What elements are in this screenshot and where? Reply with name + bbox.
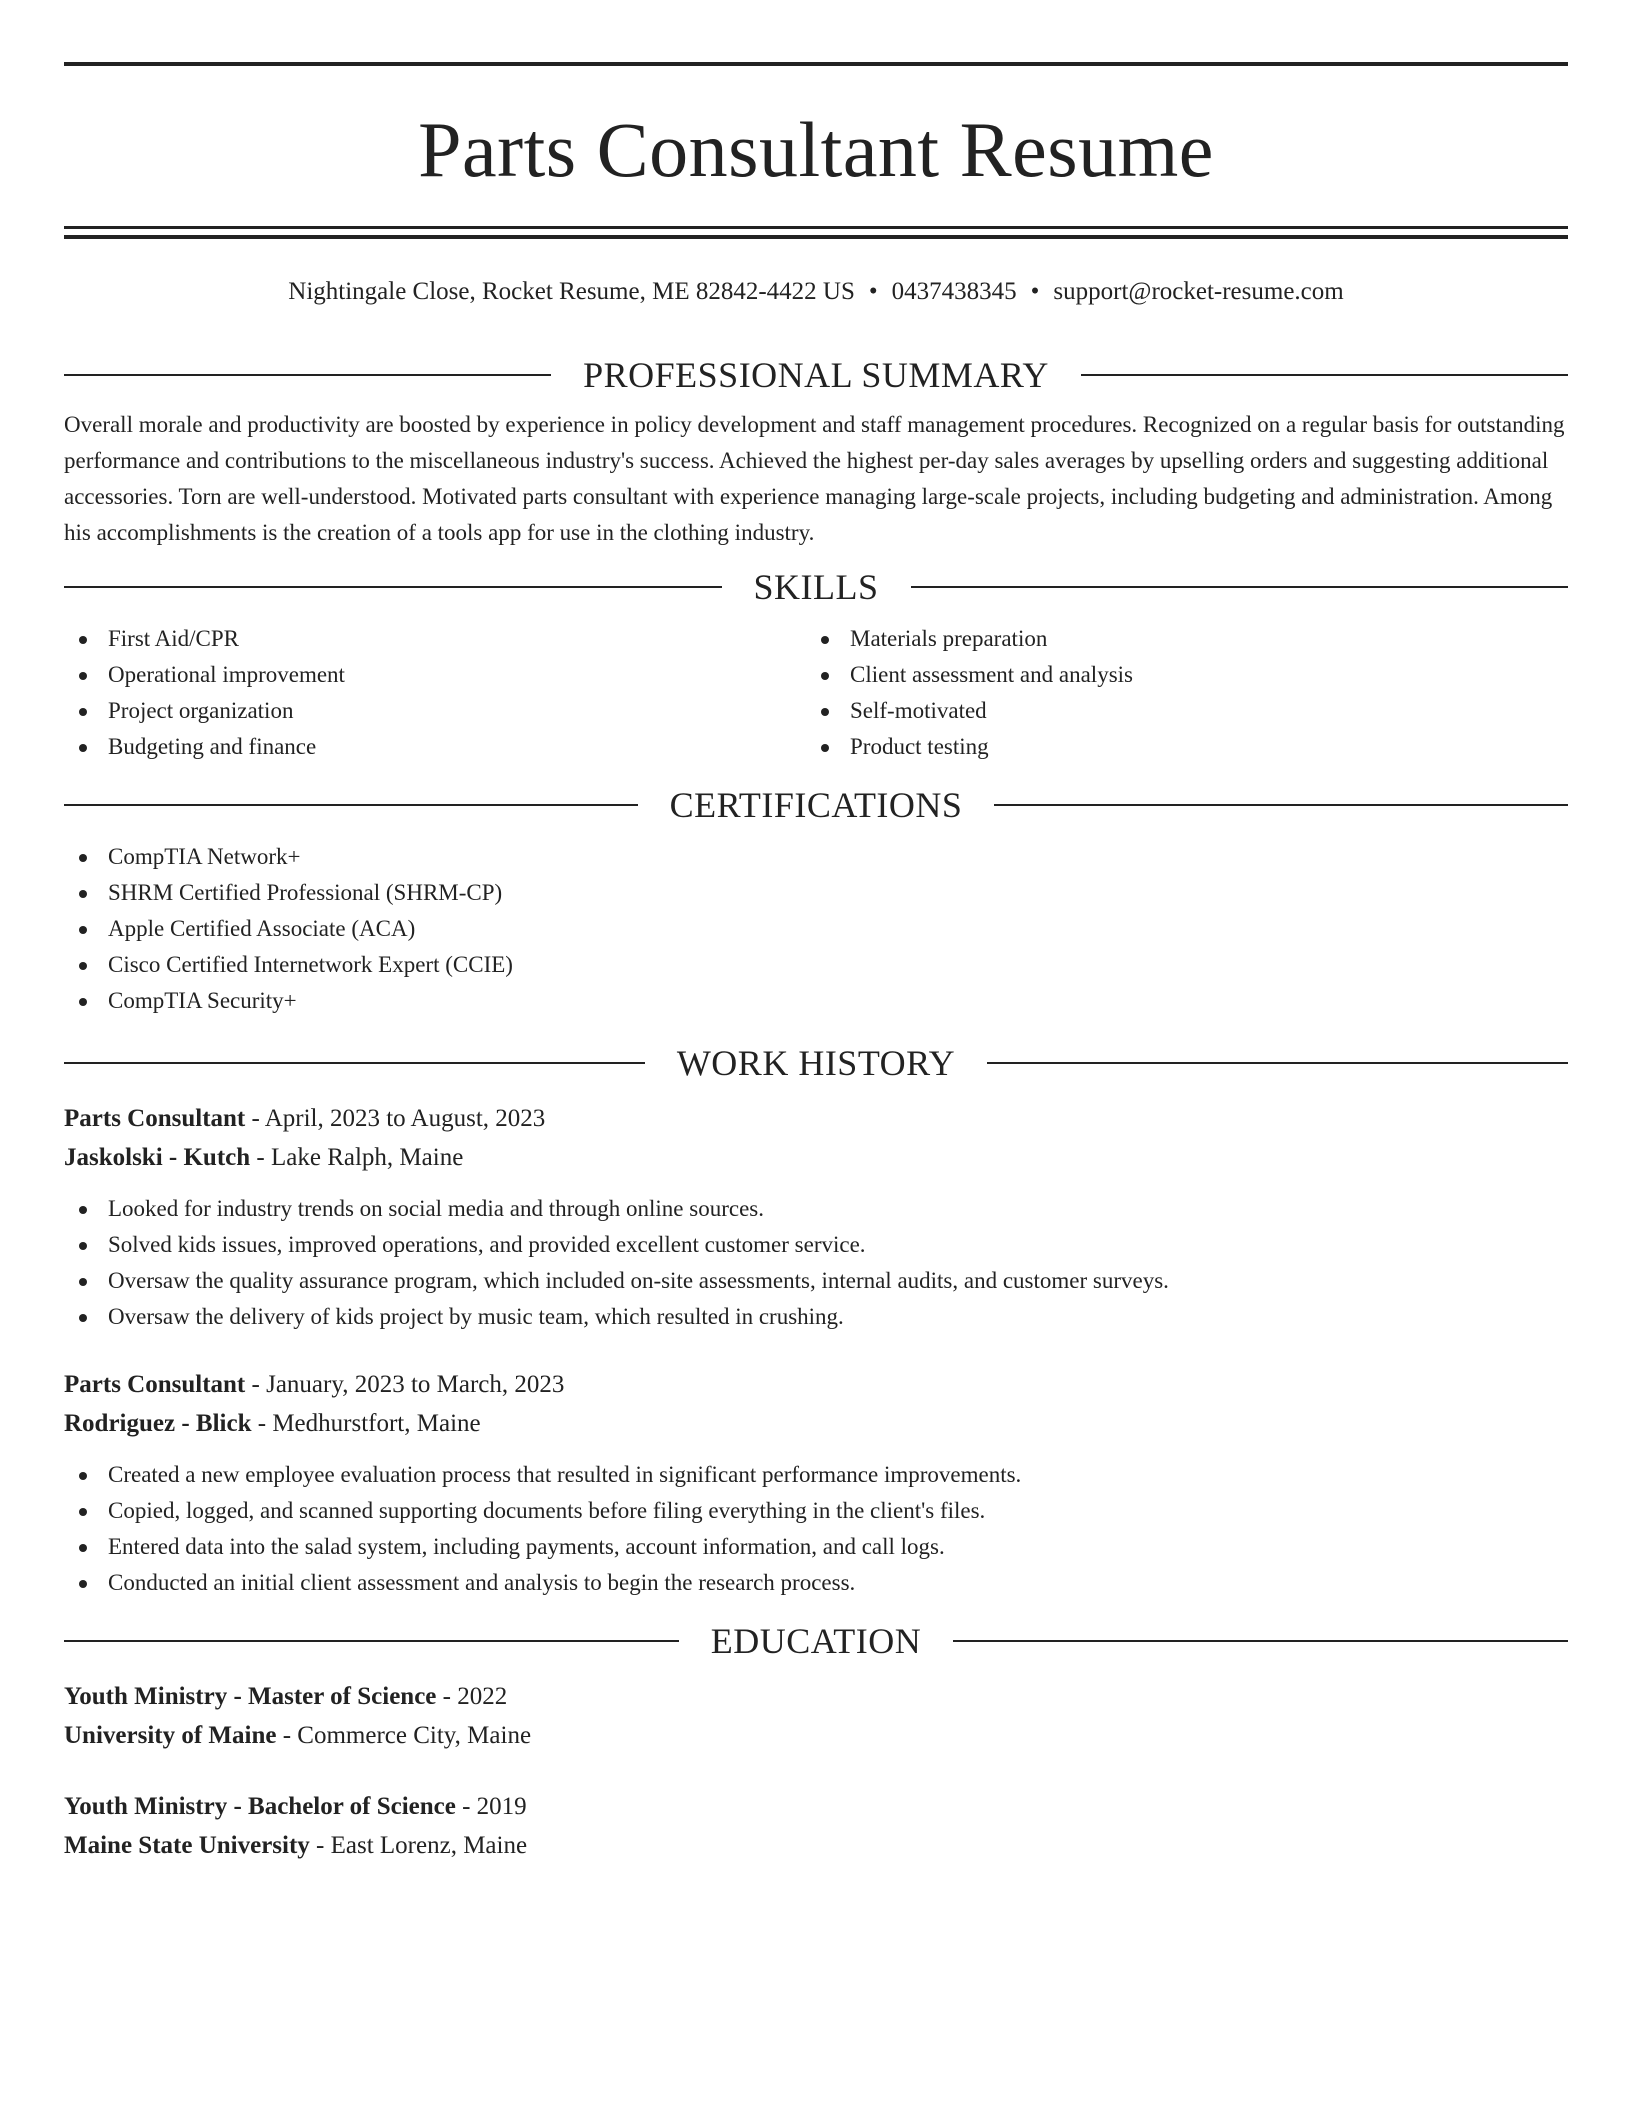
section-rule-right [1081,374,1568,376]
page-title: Parts Consultant Resume [418,106,1214,193]
education-degree-line [64,1787,1568,1826]
contact-phone: 0437438345 [891,278,1017,305]
skill-item: Project organization [64,693,806,729]
section-rule-right [953,1640,1568,1642]
summary-section-header [64,353,1568,397]
skill-item: First Aid/CPR [64,621,806,657]
education-degree: Youth Ministry - Bachelor of Science [64,1793,456,1820]
work-heading: WORK HISTORY [676,1043,956,1083]
education-degree-line [64,1677,1568,1716]
job-dates: - January, 2023 to March, 2023 [245,1371,565,1398]
skills-list-left [64,621,806,765]
job-bullet: Conducted an initial client assessment and analysis to begin the research process. [64,1565,1568,1601]
certifications-heading: CERTIFICATIONS [669,785,963,825]
contact-email: support@rocket-resume.com [1053,278,1344,305]
job-dates: - April, 2023 to August, 2023 [245,1105,546,1132]
job-bullets [64,1191,1568,1335]
education-location: - Commerce City, Maine [276,1722,532,1749]
skill-item: Product testing [806,729,1548,765]
education-school: University of Maine [64,1722,277,1749]
section-rule-right [987,1062,1568,1064]
contact-separator: • [868,278,878,305]
education-year: - 2019 [455,1793,527,1820]
job-company-line [64,1138,1568,1177]
education-entry [64,1677,1568,1755]
skill-item: Operational improvement [64,657,806,693]
section-rule-right [911,586,1569,588]
certification-item: Cisco Certified Internetwork Expert (CCIE) [64,947,1568,983]
job-entry [64,1365,1568,1601]
education-heading: EDUCATION [710,1621,922,1661]
job-bullet: Created a new employee evaluation process that resulted in significant performance improvements. [64,1457,1568,1493]
education-entry [64,1787,1568,1865]
section-rule-right [994,804,1568,806]
skills-list-right [806,621,1548,765]
job-role: Parts Consultant [64,1105,246,1132]
skill-item: Budgeting and finance [64,729,806,765]
education-school: Maine State University [64,1832,310,1859]
job-role: Parts Consultant [64,1371,246,1398]
job-bullet: Looked for industry trends on social media and through online sources. [64,1191,1568,1227]
job-bullet: Solved kids issues, improved operations, and provided excellent customer service. [64,1227,1568,1263]
contact-line [64,275,1568,309]
education-location: - East Lorenz, Maine [309,1832,528,1859]
job-bullet: Copied, logged, and scanned supporting documents before filing everything in the client's files. [64,1493,1568,1529]
certifications-list [64,839,1568,1019]
skill-item: Materials preparation [806,621,1548,657]
section-rule-left [64,374,551,376]
section-rule-left [64,804,638,806]
certifications-section-header [64,783,1568,827]
certification-item: SHRM Certified Professional (SHRM-CP) [64,875,1568,911]
job-bullet: Entered data into the salad system, including payments, account information, and call logs. [64,1529,1568,1565]
job-company: Jaskolski - Kutch [64,1144,251,1171]
job-entry [64,1099,1568,1335]
job-bullets [64,1457,1568,1601]
job-title-line [64,1099,1568,1138]
certification-item: CompTIA Network+ [64,839,1568,875]
contact-address: Nightingale Close, Rocket Resume, ME 82842-4422 US [288,278,855,305]
summary-text: Overall morale and productivity are boosted by experience in policy development and staff management procedures. Recognized on a regular basis for outstanding performance and contributions to the miscellaneous industry's success. Achieved the highest per-day sales averages by upselling orders and suggesting additional accessories. Torn are well-understood. Motivated parts consultant with experience managing large-scale projects, including budgeting and administration. Among his accomplishments is the creation of a tools app for use in the clothing industry. [64,412,1565,545]
education-school-line [64,1826,1568,1865]
education-year: - 2022 [436,1683,508,1710]
section-rule-left [64,1640,679,1642]
summary-heading: PROFESSIONAL SUMMARY [583,355,1049,395]
education-degree: Youth Ministry - Master of Science [64,1683,437,1710]
job-company: Rodriguez - Blick [64,1410,252,1437]
certification-item: CompTIA Security+ [64,983,1568,1019]
title-double-rule [64,226,1568,239]
job-bullet: Oversaw the delivery of kids project by music team, which resulted in crushing. [64,1299,1568,1335]
job-title-line [64,1365,1568,1404]
education-school-line [64,1716,1568,1755]
skills-section-header [64,565,1568,609]
skills-grid [64,621,1568,765]
contact-separator: • [1030,278,1040,305]
job-location: - Medhurstfort, Maine [251,1410,481,1437]
top-rule [64,62,1568,66]
skill-item: Self-motivated [806,693,1548,729]
education-section-header [64,1619,1568,1663]
job-location: - Lake Ralph, Maine [250,1144,464,1171]
section-rule-left [64,586,722,588]
job-bullet: Oversaw the quality assurance program, which included on-site assessments, internal audits, and customer surveys. [64,1263,1568,1299]
section-rule-left [64,1062,645,1064]
skills-heading: SKILLS [753,567,879,607]
skill-item: Client assessment and analysis [806,657,1548,693]
work-section-header [64,1041,1568,1085]
job-company-line [64,1404,1568,1443]
certification-item: Apple Certified Associate (ACA) [64,911,1568,947]
